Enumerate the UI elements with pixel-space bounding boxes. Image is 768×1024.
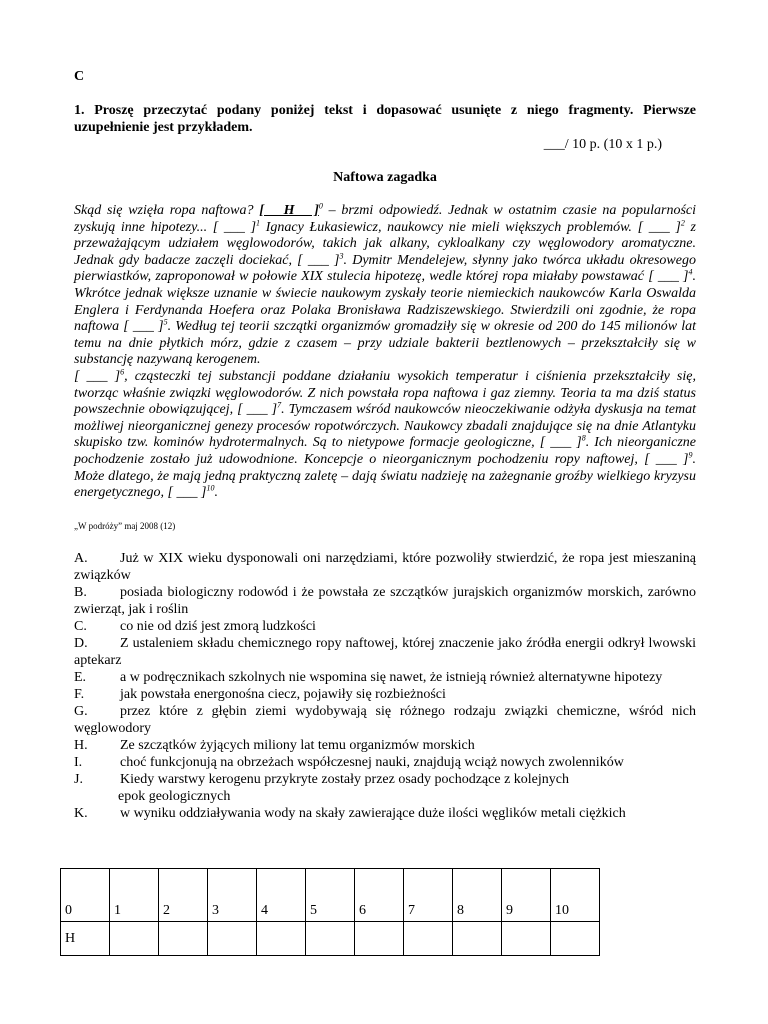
answer-header-cell: 10 (551, 869, 600, 922)
option-letter: I. (74, 755, 83, 770)
text-fragment: . (214, 485, 218, 501)
answer-cell: H (61, 922, 110, 956)
option-letter: C. (74, 619, 87, 634)
answer-header-cell: 8 (453, 869, 502, 922)
option-j (74, 771, 696, 805)
option-text: w wyniku oddziaływania wody na skały zawierające duże ilości węglików metali ciężkich (120, 806, 626, 821)
option-letter: B. (74, 585, 87, 600)
answer-header-cell: 6 (355, 869, 404, 922)
task-points: ___/ 10 p. (10 x 1 p.) (543, 137, 662, 152)
option-letter: F. (74, 687, 85, 702)
gap-number: 6 (120, 367, 125, 377)
option-letter: K. (74, 806, 88, 821)
option-text-continuation: epok geologicznych (118, 789, 231, 804)
option-a (74, 550, 696, 584)
example-gap: [ __H__ ] (259, 203, 319, 218)
answer-header-cell: 0 (61, 869, 110, 922)
article-paragraph-2 (74, 369, 696, 502)
article-paragraph-1 (74, 203, 696, 369)
answer-header-cell: 2 (159, 869, 208, 922)
gap-number: 1 (256, 217, 261, 227)
gap-number: 7 (277, 400, 282, 410)
answer-table-answer-row (61, 922, 600, 956)
option-letter: H. (74, 738, 88, 753)
answer-cell[interactable] (551, 922, 600, 956)
option-f (74, 686, 696, 703)
text-fragment: . Może dlatego, że mają jedną praktyczną zaletę – dają światu nadzieję na zażegnanie groźby wielkiego kryzysu energetycznego, [ ___ ] (74, 451, 696, 501)
option-e (74, 669, 696, 686)
text-fragment: . Wkrótce jednak większe uznanie w świecie naukowym zyskały teorie niemieckich naukowców Karla Oswalda Englera i Ferdynanda Hoefera oraz Polaka Bronisława Radziszewskiego. Stwierdzili oni zgodnie, że ropa naftowa [ ___ ] (74, 269, 696, 335)
text-fragment: . Tymczasem wśród naukowców nieoczekiwanie odżyła dyskusja na temat możliwej nieorganicznej genezy procesów ropotwórczych. Naukowcy zbadali znajdujące się na dnie Atlantyku skupisko tzw. kominów hydrotermalnych. Są to nietypowe formacje geologiczne, [ ___ ] (74, 402, 696, 451)
answer-header-cell: 5 (306, 869, 355, 922)
option-text: przez które z głębin ziemi wydobywają się różnego rodzaju związki chemiczne, wśród nich węglowodory (74, 704, 696, 736)
option-text: Z ustaleniem składu chemicznego ropy naftowej, której znaczenie jako źródła energii odkrył lwowski aptekarz (74, 636, 696, 668)
text-fragment: z przeważającym udziałem węglowodorów, takich jak alkany, cykloalkany czy węglowodory aromatyczne. Jednak gdy badacze zaczęli dociekać, [ ___ ] (74, 219, 696, 268)
answer-header-cell: 1 (110, 869, 159, 922)
answer-cell[interactable] (306, 922, 355, 956)
text-fragment: . Według tej teorii szczątki organizmów gromadziły się w okresie od 200 do 145 milionów lat temu na dnie płytkich mórz, gdzie z czasem – przy udziale bakterii beztlenowych – przekształciły się w substancję nazywaną kerogenem. (74, 319, 697, 368)
text-fragment: . Dymitr Mendelejew, słynny jako twórca układu okresowego pierwiastków, zaproponował w połowie XIX stulecia hipotezę, wedle której ropa miałaby powstawać [ ___ ] (74, 252, 696, 285)
answer-cell[interactable] (502, 922, 551, 956)
answer-cell[interactable] (355, 922, 404, 956)
answer-cell[interactable] (257, 922, 306, 956)
option-text: a w podręcznikach szkolnych nie wspomina się nawet, że istnieją również alternatywne hipotezy (120, 670, 663, 685)
option-text: jak powstała energonośna ciecz, pojawiły się rozbieżności (120, 687, 446, 702)
answer-cell[interactable] (208, 922, 257, 956)
option-letter: A. (74, 551, 88, 566)
answer-header-cell: 7 (404, 869, 453, 922)
option-letter: E. (74, 670, 87, 685)
option-text: Już w XIX wieku dysponowali oni narzędziami, które pozwoliły stwierdzić, że ropa jest mieszaniną związków (74, 551, 696, 583)
gap-number: 0 (318, 201, 323, 211)
option-i (74, 754, 696, 771)
option-text: posiada biologiczny rodowód i że powstała ze szczątków jurajskich organizmów morskich, zarówno zwierząt, jak i roślin (74, 585, 696, 617)
option-letter: J. (74, 772, 83, 787)
gap-number: 3 (339, 251, 344, 261)
gap-number: 4 (688, 267, 693, 277)
article-body (74, 203, 696, 502)
text-fragment: , cząsteczki tej substancji poddane działaniu wysokich temperatur i ciśnienia przekształciły się, tworząc właśnie związki węglowodorów. Z nich powstała ropa naftowa i gaz ziemny. Teoria ta ma dziś status powszechnie obowiązującej, [ ___ ] (74, 368, 696, 418)
option-b (74, 584, 696, 618)
option-letter: G. (74, 704, 88, 719)
article-source: „W podróży” maj 2008 (12) (74, 521, 176, 531)
gap-number: 9 (688, 450, 693, 460)
option-g (74, 703, 696, 737)
option-c (74, 618, 696, 635)
text-fragment: – brzmi odpowiedź. Jednak w ostatnim czasie na popularności zyskują inne hipotezy... [ ___ ] (74, 203, 696, 235)
task-instruction: 1. Proszę przeczytać podany poniżej tekst i dopasować usunięte z niego fragmenty. Pierwsze uzupełnienie jest przykładem. (74, 103, 696, 135)
options-list (74, 550, 696, 822)
gap-number: 5 (163, 317, 168, 327)
text-fragment: [ ___ ] (74, 368, 121, 384)
text-fragment: Ignacy Łukasiewicz, naukowcy nie mieli większych problemów. [ ___ ] (260, 219, 681, 235)
gap-number: 10 (206, 483, 215, 493)
answer-cell[interactable] (404, 922, 453, 956)
option-h (74, 737, 696, 754)
gap-number: 8 (581, 433, 586, 443)
option-text: Kiedy warstwy kerogenu przykryte zostały przez osady pochodzące z kolejnych (120, 772, 569, 787)
answer-header-cell: 4 (257, 869, 306, 922)
answer-cell[interactable] (159, 922, 208, 956)
answer-cell[interactable] (110, 922, 159, 956)
answer-table (60, 868, 600, 956)
gap-number: 2 (680, 217, 685, 227)
text-fragment: . Ich nieorganiczne pochodzenie zostało już udowodnione. Koncepcje o nieorganicznym pochodzeniu ropy naftowej, [ ___ ] (74, 435, 696, 467)
option-k (74, 805, 696, 822)
article-title: Naftowa zagadka (333, 170, 437, 185)
option-text: choć funkcjonują na obrzeżach współczesnej nauki, znajdują wciąż nowych zwolenników (120, 755, 624, 770)
option-d (74, 635, 696, 669)
option-text: co nie od dziś jest zmorą ludzkości (120, 619, 316, 634)
answer-header-cell: 3 (208, 869, 257, 922)
answer-table-header-row (61, 869, 600, 922)
option-letter: D. (74, 636, 88, 651)
answer-cell[interactable] (453, 922, 502, 956)
section-letter: C (74, 69, 85, 84)
answer-header-cell: 9 (502, 869, 551, 922)
text-fragment: Skąd się wzięła ropa naftowa? (74, 203, 260, 218)
option-text: Ze szczątków żyjących miliony lat temu organizmów morskich (120, 738, 475, 753)
